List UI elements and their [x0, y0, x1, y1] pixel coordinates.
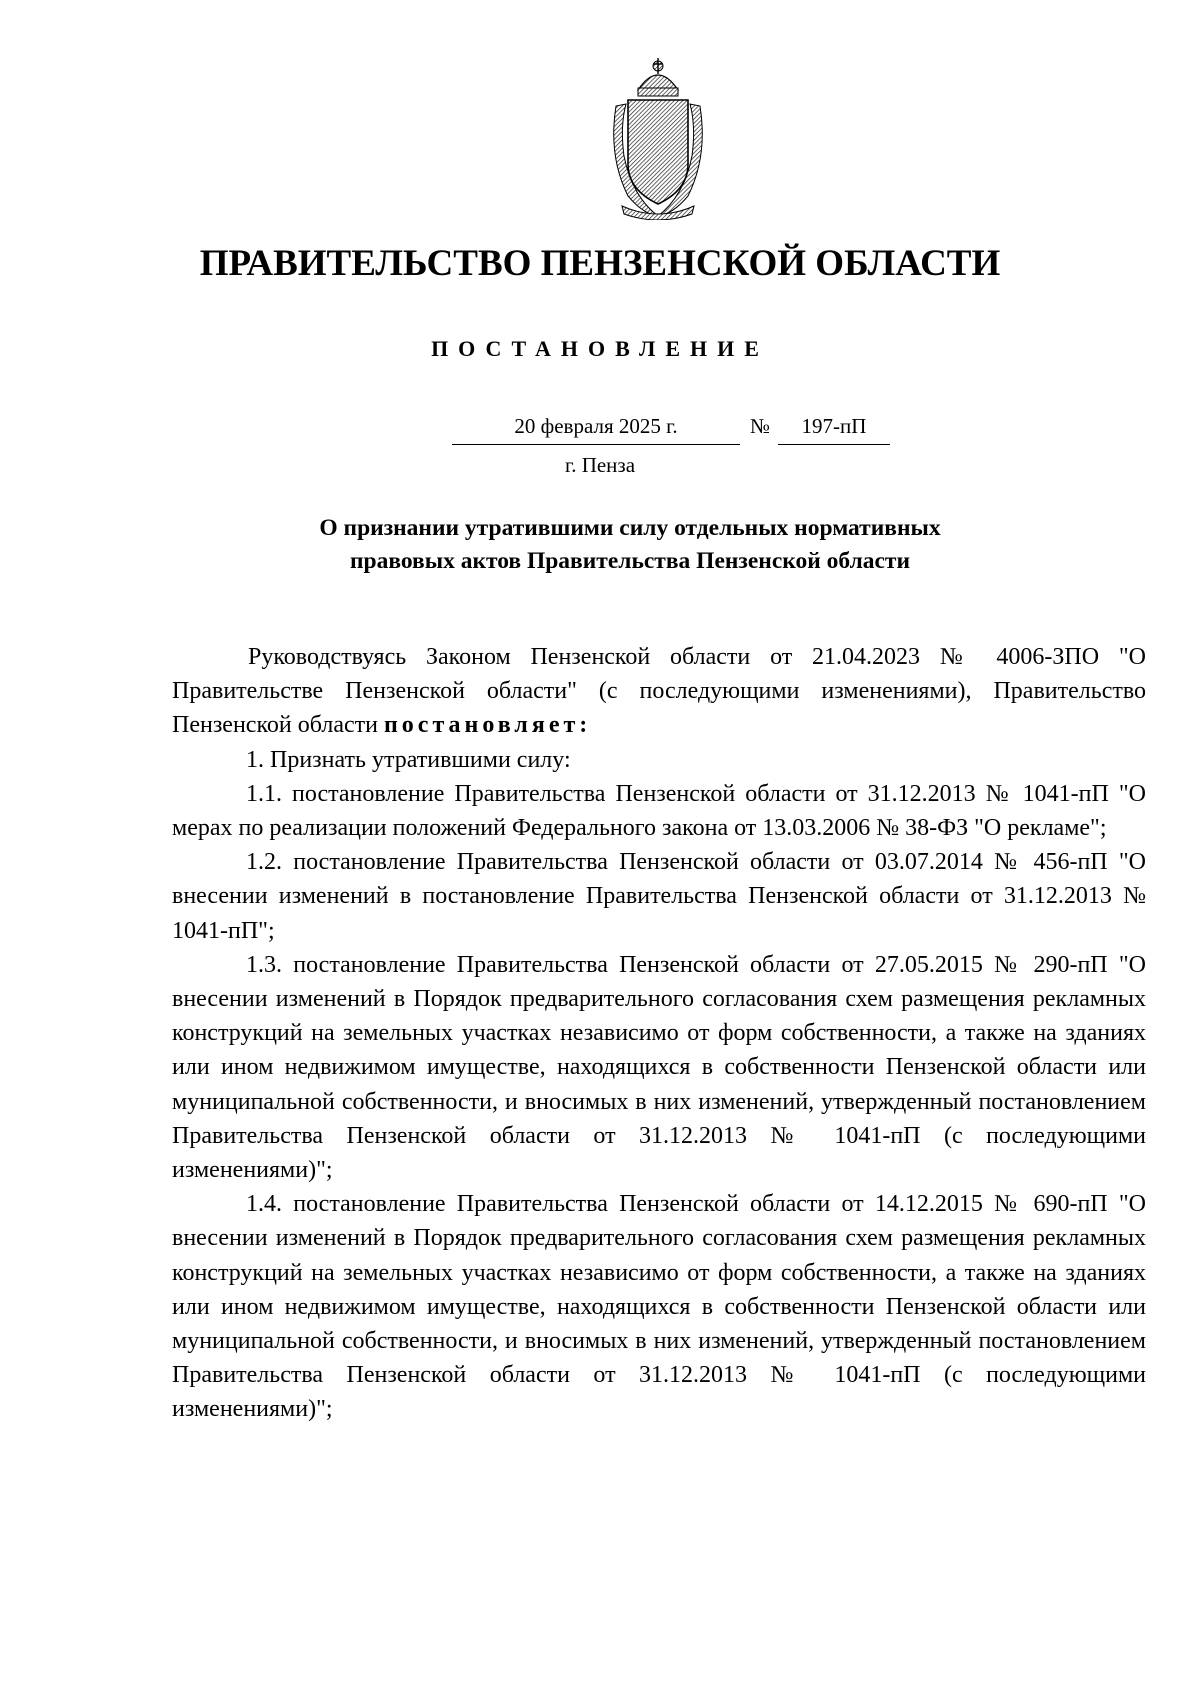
resolves-word: постановляет:	[383, 712, 592, 739]
document-type-title: ПОСТАНОВЛЕНИЕ	[431, 336, 769, 361]
number-sign: №	[749, 414, 771, 438]
item-1-3: 1.3. постановление Правительства Пензенской области от 27.05.2015 № 290-пП "О внесении изменений в Порядок предварительного согласования схем размещения рекламных конструкций на земельных участках независимо от форм собственности, а также на зданиях или ином недвижимом имуществе, находящихся в собственности Пензенской области или муниципальной собственности, и вносимых в них изменений, утвержденный постановлением Правительства Пензенской области от 31.12.2013 № 1041-пП (с последующими изменениями)";	[172, 951, 1146, 1184]
city-line: г. Пенза	[564, 453, 636, 477]
document-body	[172, 640, 1146, 1427]
item-1: 1. Признать утратившими силу:	[246, 746, 571, 773]
subject-line-1: О признании утратившими силу отдельных нормативных	[319, 515, 941, 541]
item-1-1: 1.1. постановление Правительства Пензенской области от 31.12.2013 № 1041-пП "О мерах по реализации положений Федерального закона от 13.03.2006 № 38-ФЗ "О рекламе";	[172, 780, 1146, 842]
coat-of-arms-emblem-icon	[608, 56, 708, 220]
preamble-paragraph	[172, 640, 1146, 743]
document-date: 20 февраля 2025 г.	[452, 408, 740, 445]
organization-title: ПРАВИТЕЛЬСТВО ПЕНЗЕНСКОЙ ОБЛАСТИ	[199, 243, 1001, 284]
subject-line-2: правовых актов Правительства Пензенской области	[349, 548, 911, 574]
preamble-text: Руководствуясь Законом Пензенской области от 21.04.2023 № 4006-ЗПО "О Правительстве Пензенской области" (с последующими изменениями), Правительство Пензенской области	[172, 644, 1146, 739]
item-1-2: 1.2. постановление Правительства Пензенской области от 03.07.2014 № 456-пП "О внесении изменений в постановление Правительства Пензенской области от 31.12.2013 № 1041-пП";	[172, 849, 1146, 944]
document-subject	[200, 512, 1060, 578]
item-1-4: 1.4. постановление Правительства Пензенской области от 14.12.2015 № 690-пП "О внесении изменений в Порядок предварительного согласования схем размещения рекламных конструкций на земельных участках независимо от форм собственности, а также на зданиях или ином недвижимом имуществе, находящихся в собственности Пензенской области или муниципальной собственности, и вносимых в них изменений, утвержденный постановлением Правительства Пензенской области от 31.12.2013 № 1041-пП (с последующими изменениями)";	[172, 1191, 1146, 1423]
document-number: 197-пП	[778, 408, 890, 445]
